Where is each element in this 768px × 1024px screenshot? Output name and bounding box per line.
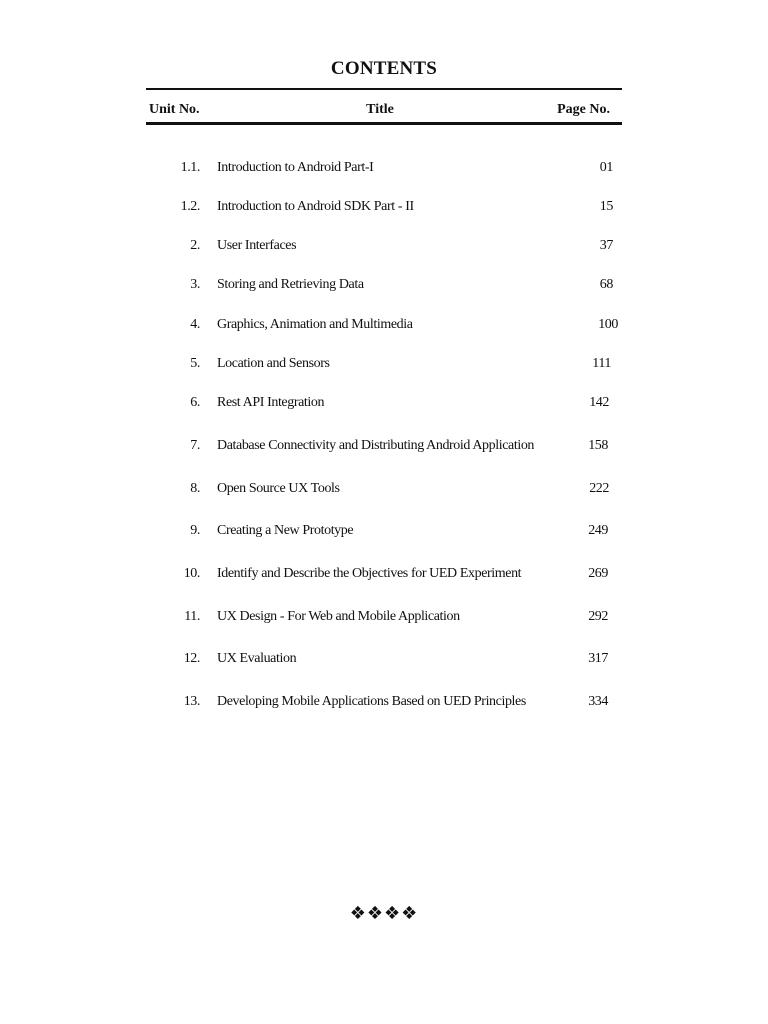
toc-unit-number: 10. [183,566,200,581]
toc-page-number: 158 [588,438,608,453]
toc-row [0,238,768,258]
toc-row [0,317,768,337]
toc-unit-number: 9. [190,523,200,538]
toc-page-number: 269 [588,566,608,581]
header-top-rule [146,88,622,90]
column-header-page: Page No. [557,102,610,117]
toc-row [0,277,768,297]
toc-page-number: 68 [599,277,613,292]
toc-row [0,199,768,219]
toc-entry-title: UX Design - For Web and Mobile Application [217,609,460,624]
toc-page-number: 222 [589,481,609,496]
toc-row [0,438,768,458]
toc-unit-number: 11. [184,609,200,624]
toc-page-number: 111 [592,356,611,371]
toc-page-number: 334 [588,694,608,709]
toc-entry-title: Creating a New Prototype [217,523,354,538]
toc-row [0,694,768,714]
toc-unit-number: 4. [190,317,200,332]
toc-unit-number: 2. [190,238,200,253]
toc-row [0,523,768,543]
toc-entry-title: Storing and Retrieving Data [217,277,364,292]
page-title: CONTENTS [330,58,438,79]
toc-row [0,566,768,586]
toc-entry-title: Introduction to Android SDK Part - II [217,199,414,214]
toc-entry-title: Rest API Integration [217,395,325,410]
toc-row [0,395,768,415]
toc-unit-number: 5. [190,356,200,371]
toc-unit-number: 6. [190,395,200,410]
toc-unit-number: 3. [190,277,200,292]
diamond-ornament-icon: ❖❖❖❖ [349,903,419,924]
column-header-unit: Unit No. [149,102,200,117]
toc-page-number: 37 [599,238,613,253]
toc-entry-title: Graphics, Animation and Multimedia [217,317,413,332]
toc-page-number: 292 [588,609,608,624]
toc-row [0,356,768,376]
toc-row [0,651,768,671]
toc-entry-title: Identify and Describe the Objectives for UED Experiment [217,566,522,581]
toc-unit-number: 12. [183,651,200,666]
toc-row [0,160,768,180]
toc-page-number: 317 [588,651,608,666]
toc-entry-title: Location and Sensors [217,356,330,371]
column-header-title: Title [366,102,394,117]
toc-unit-number: 13. [183,694,200,709]
toc-entry-title: Introduction to Android Part-I [217,160,374,175]
toc-page-number: 01 [599,160,613,175]
toc-row [0,609,768,629]
toc-entry-title: User Interfaces [217,238,297,253]
toc-unit-number: 1.1. [180,160,200,175]
toc-page-number: 142 [589,395,609,410]
toc-entry-title: Developing Mobile Applications Based on UED Principles [217,694,526,709]
toc-unit-number: 8. [190,481,200,496]
toc-unit-number: 7. [190,438,200,453]
toc-page-number: 249 [588,523,608,538]
toc-entry-title: Database Connectivity and Distributing Android Application [217,438,535,453]
toc-entry-title: Open Source UX Tools [217,481,340,496]
toc-page-number: 100 [598,317,618,332]
toc-unit-number: 1.2. [180,199,200,214]
toc-row [0,481,768,501]
header-bottom-rule [146,122,622,125]
toc-entry-title: UX Evaluation [217,651,297,666]
toc-page-number: 15 [599,199,613,214]
